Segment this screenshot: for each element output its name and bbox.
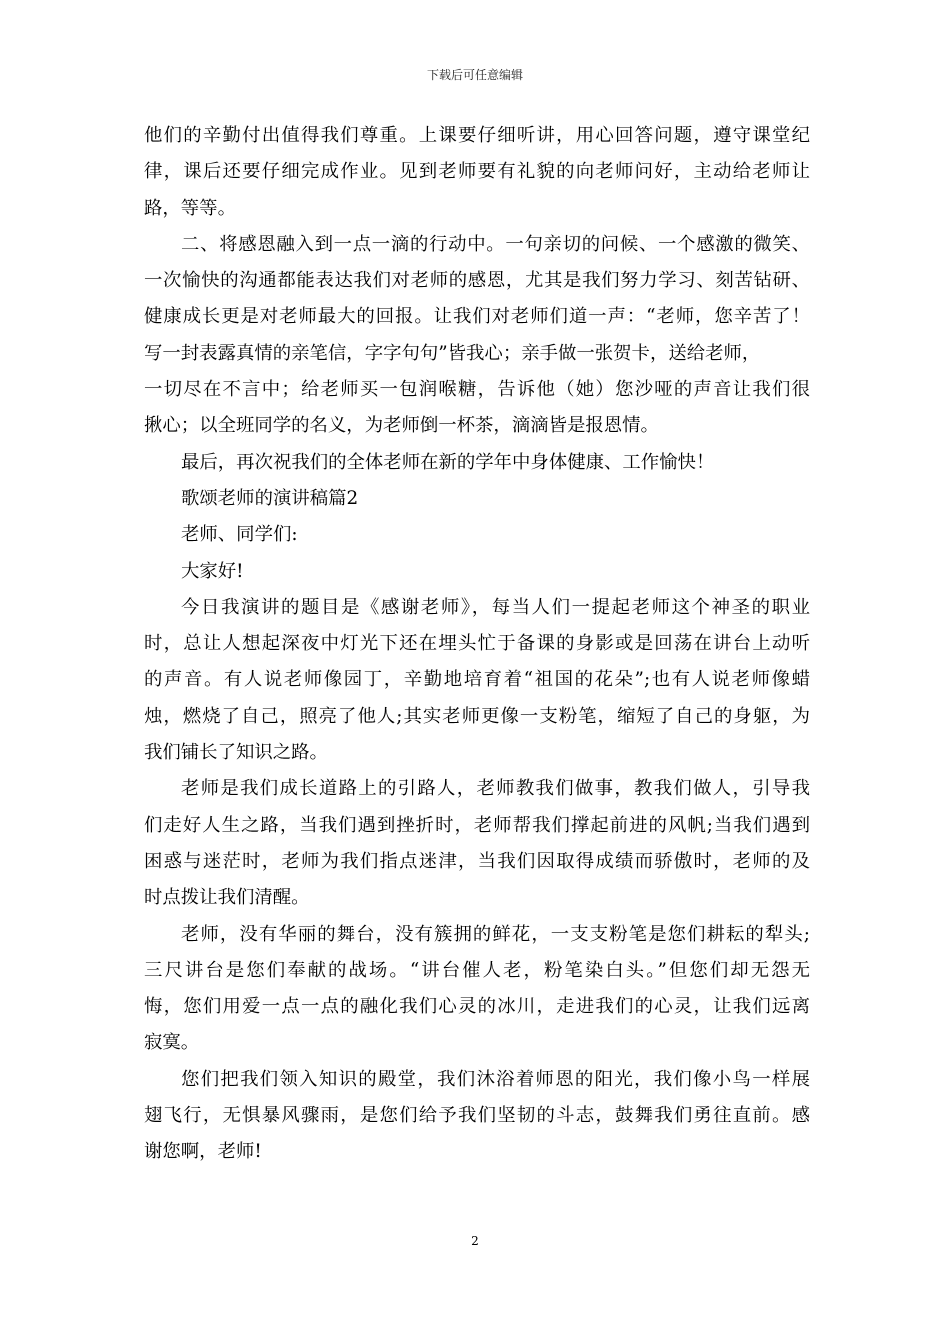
greeting: 大家好! (181, 560, 244, 582)
document-body (144, 118, 810, 1171)
text-line: 健康成长更是对老师最大的回报。让我们对老师们道一声：“老师，您辛苦了！ (144, 306, 810, 328)
text-line: 二、将感恩融入到一点一滴的行动中。一句亲切的问候、一个感激的微笑、 (181, 233, 810, 255)
text-line: 老师，没有华丽的舞台，没有簇拥的鲜花，一支支粉笔是您们耕耘的犁头; (181, 923, 810, 945)
page-header-note: 下载后可任意编辑 (426, 68, 523, 82)
text-line: 老师是我们成长道路上的引路人，老师教我们做事，教我们做人，引导我 (181, 778, 810, 800)
text-line: 今日我演讲的题目是《感谢老师》，每当人们一提起老师这个神圣的职业 (181, 596, 810, 618)
text-line: 他们的辛勤付出值得我们尊重。上课要仔细听讲，用心回答问题，遵守课堂纪 (144, 125, 810, 146)
text-line: 寂寞。 (144, 1032, 200, 1054)
salutation: 老师、同学们: (181, 524, 298, 546)
section-heading: 歌颂老师的演讲稿篇2 (181, 487, 359, 509)
text-line: 三尺讲台是您们奉献的战场。“讲台催人老，粉笔染白头。”但您们却无怨无 (144, 959, 810, 981)
text-line: 您们把我们领入知识的殿堂，我们沐浴着师恩的阳光，我们像小鸟一样展 (181, 1068, 810, 1090)
text-line: 律，课后还要仔细完成作业。见到老师要有礼貌的向老师问好，主动给老师让 (144, 161, 810, 183)
text-line: 写一封表露真情的亲笔信，字字句句”皆我心；亲手做一张贺卡，送给老师， (144, 342, 761, 364)
text-line: 时，总让人想起深夜中灯光下还在埋头忙于备课的身影或是回荡在讲台上动听 (144, 633, 810, 655)
text-line: 一切尽在不言中；给老师买一包润喉糖，告诉他（她）您沙哑的声音让我们很 (144, 379, 810, 401)
text-line: 谢您啊，老师! (144, 1141, 262, 1163)
text-line: 时点拨让我们清醒。 (144, 887, 310, 909)
text-line: 烛，燃烧了自己，照亮了他人;其实老师更像一支粉笔，缩短了自己的身躯，为 (144, 705, 810, 727)
text-line: 悔，您们用爱一点一点的融化我们心灵的冰川，走进我们的心灵，让我们远离 (144, 996, 810, 1018)
text-line: 路，等等。 (144, 197, 236, 219)
text-line: 我们铺长了知识之路。 (144, 742, 328, 764)
text-line: 揪心；以全班同学的名义，为老师倒一杯茶，滴滴皆是报恩情。 (144, 415, 659, 437)
text-line: 的声音。有人说老师像园丁，辛勤地培育着“祖国的花朵”;也有人说老师像蜡 (144, 669, 810, 691)
text-line: 翅飞行，无惧暴风骤雨，是您们给予我们坚韧的斗志，鼓舞我们勇往直前。感 (144, 1105, 810, 1127)
page-number: 2 (471, 1234, 479, 1248)
text-line: 困惑与迷茫时，老师为我们指点迷津，当我们因取得成绩而骄傲时，老师的及 (144, 850, 810, 872)
text-line: 一次愉快的沟通都能表达我们对老师的感恩，尤其是我们努力学习、刻苦钻研、 (144, 270, 810, 292)
text-line: 最后，再次祝我们的全体老师在新的学年中身体健康、工作愉快！ (181, 451, 715, 473)
text-line: 们走好人生之路，当我们遇到挫折时，老师帮我们撑起前进的风帆;当我们遇到 (144, 814, 810, 836)
